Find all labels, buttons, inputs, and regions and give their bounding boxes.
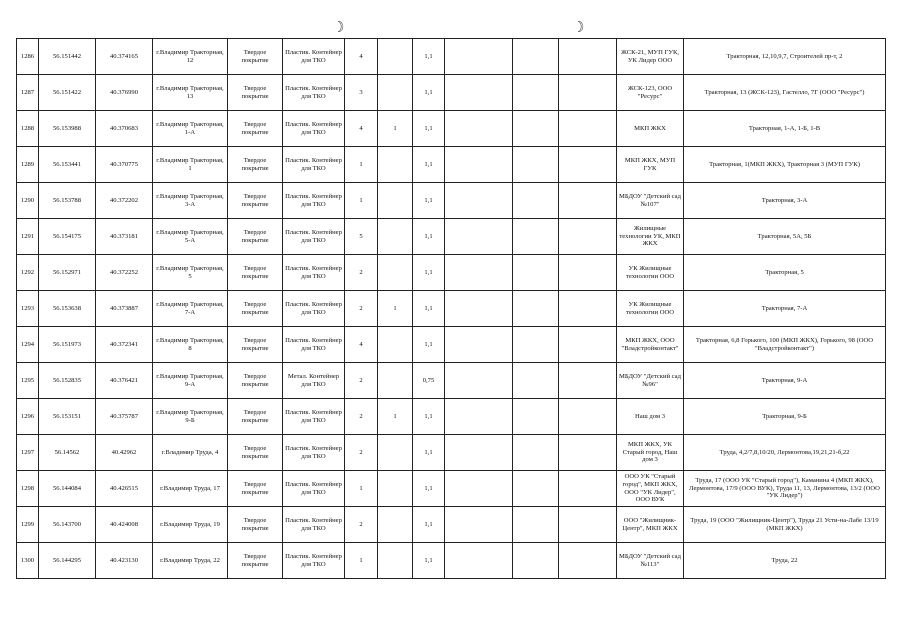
empty-cell-cell [559,435,617,471]
container-count-cell: 2 [345,255,378,291]
container-volume-cell: 1,1 [413,39,445,75]
empty-cell-cell [445,399,513,435]
surface-type-cell: Твердое покрытие [228,507,283,543]
surface-type-cell: Твердое покрытие [228,111,283,147]
container-volume-cell: 1,1 [413,255,445,291]
site-owner-cell: ООО УК "Старый город", МКП ЖКХ, ООО "УК Лидер", ООО ВУК [617,471,684,507]
container-count-cell: 2 [345,363,378,399]
table-row [17,219,886,255]
waste-sources-cell: Тракторная, 6,8 Горького, 100 (МКП ЖКХ), Горького, 98 (ООО "Владстройконтакт") [684,327,886,363]
empty-cell-cell [445,327,513,363]
row-number-cell: 1297 [17,435,39,471]
container-count-cell: 1 [345,147,378,183]
container-count-cell: 4 [345,327,378,363]
row-number-cell: 1292 [17,255,39,291]
container-count-extra-cell [378,39,413,75]
longitude-cell: 40.426515 [96,471,153,507]
surface-type-cell: Твердое покрытие [228,471,283,507]
waste-sources-cell: Труда, 22 [684,543,886,579]
empty-cell-cell [513,543,559,579]
waste-sources-cell: Тракторная, 5 [684,255,886,291]
table-row [17,291,886,327]
waste-sources-cell: Труда, 19 (ООО "Жилищник-Центр"), Труда 21 Усти-на-Лабе 13/19 (МКП ЖКХ) [684,507,886,543]
empty-cell-cell [445,183,513,219]
address-cell: г.Владимир Тракторная, 3-А [153,183,228,219]
address-cell: г.Владимир Тракторная, 5 [153,255,228,291]
surface-type-cell: Твердое покрытие [228,543,283,579]
waste-site-registry-table [16,38,886,579]
surface-type-cell: Твердое покрытие [228,327,283,363]
container-type-cell: Пластик. Контейнер для ТКО [283,147,345,183]
empty-cell-cell [559,291,617,327]
table-row [17,399,886,435]
latitude-cell: 56.14562 [39,435,96,471]
surface-type-cell: Твердое покрытие [228,255,283,291]
longitude-cell: 40.370775 [96,147,153,183]
waste-sources-cell: Тракторная, 12,10,9,7, Строителей пр-т, 2 [684,39,886,75]
row-number-cell: 1288 [17,111,39,147]
table-row [17,507,886,543]
empty-cell-cell [559,507,617,543]
address-cell: г.Владимир Тракторная, 12 [153,39,228,75]
address-cell: г.Владимир Труда, 22 [153,543,228,579]
empty-cell-cell [513,399,559,435]
table-row [17,255,886,291]
empty-cell-cell [559,147,617,183]
container-type-cell: Пластик. Контейнер для ТКО [283,399,345,435]
empty-cell-cell [559,183,617,219]
surface-type-cell: Твердое покрытие [228,219,283,255]
site-owner-cell: Жилищные технологии УК, МКП ЖКХ [617,219,684,255]
longitude-cell: 40.372252 [96,255,153,291]
empty-cell-cell [445,543,513,579]
container-count-extra-cell [378,507,413,543]
latitude-cell: 56.153151 [39,399,96,435]
table-row [17,327,886,363]
table-row [17,183,886,219]
row-number-cell: 1299 [17,507,39,543]
container-count-extra-cell: 1 [378,111,413,147]
container-volume-cell: 1,1 [413,75,445,111]
site-owner-cell: ЖСК-21, МУП ГУК, УК Лидер ООО [617,39,684,75]
address-cell: г.Владимир Тракторная, 9-А [153,363,228,399]
empty-cell-cell [513,471,559,507]
longitude-cell: 40.373181 [96,219,153,255]
empty-cell-cell [513,435,559,471]
surface-type-cell: Твердое покрытие [228,147,283,183]
site-owner-cell: МКП ЖКХ, ООО "Владстройконтакт" [617,327,684,363]
empty-cell-cell [445,435,513,471]
container-volume-cell: 1,1 [413,291,445,327]
site-owner-cell: ООО "Жилищник-Центр", МКП ЖКХ [617,507,684,543]
container-count-cell: 1 [345,183,378,219]
container-volume-cell: 1,1 [413,399,445,435]
address-cell: г.Владимир Тракторная, 1 [153,147,228,183]
empty-cell-cell [513,327,559,363]
container-count-cell: 4 [345,111,378,147]
longitude-cell: 40.42962 [96,435,153,471]
longitude-cell: 40.376421 [96,363,153,399]
address-cell: г.Владимир Труда, 4 [153,435,228,471]
address-cell: г.Владимир Тракторная, 1-А [153,111,228,147]
container-volume-cell: 1,1 [413,111,445,147]
empty-cell-cell [559,543,617,579]
container-volume-cell: 1,1 [413,435,445,471]
container-count-extra-cell [378,219,413,255]
waste-sources-cell: Тракторная, 7-А [684,291,886,327]
row-number-cell: 1287 [17,75,39,111]
site-owner-cell: Наш дом 3 [617,399,684,435]
container-count-extra-cell [378,183,413,219]
empty-cell-cell [559,327,617,363]
container-type-cell: Пластик. Контейнер для ТКО [283,435,345,471]
container-count-extra-cell [378,363,413,399]
row-number-cell: 1296 [17,399,39,435]
longitude-cell: 40.370683 [96,111,153,147]
empty-cell-cell [513,363,559,399]
empty-cell-cell [445,39,513,75]
container-type-cell: Пластик. Контейнер для ТКО [283,255,345,291]
container-type-cell: Пластик. Контейнер для ТКО [283,327,345,363]
table-row [17,111,886,147]
row-number-cell: 1300 [17,543,39,579]
surface-type-cell: Твердое покрытие [228,75,283,111]
surface-type-cell: Твердое покрытие [228,363,283,399]
container-volume-cell: 1,1 [413,219,445,255]
container-count-extra-cell [378,471,413,507]
longitude-cell: 40.374165 [96,39,153,75]
longitude-cell: 40.376990 [96,75,153,111]
address-cell: г.Владимир Тракторная, 5-А [153,219,228,255]
container-count-cell: 5 [345,219,378,255]
latitude-cell: 56.153788 [39,183,96,219]
container-volume-cell: 1,1 [413,507,445,543]
row-number-cell: 1293 [17,291,39,327]
latitude-cell: 56.151442 [39,39,96,75]
waste-sources-cell: Тракторная, 1(МКП ЖКХ), Тракторная 3 (МУП ГУК) [684,147,886,183]
address-cell: г.Владимир Тракторная, 9-Б [153,399,228,435]
longitude-cell: 40.372202 [96,183,153,219]
empty-cell-cell [513,111,559,147]
surface-type-cell: Твердое покрытие [228,183,283,219]
container-volume-cell: 1,1 [413,183,445,219]
container-type-cell: Пластик. Контейнер для ТКО [283,471,345,507]
latitude-cell: 56.153988 [39,111,96,147]
container-count-cell: 1 [345,471,378,507]
site-owner-cell: МБДОУ "Детский сад №113" [617,543,684,579]
container-volume-cell: 1,1 [413,147,445,183]
container-count-extra-cell [378,255,413,291]
site-owner-cell: УК Жилищные технологии ООО [617,291,684,327]
container-count-cell: 3 [345,75,378,111]
container-type-cell: Пластик. Контейнер для ТКО [283,507,345,543]
latitude-cell: 56.144295 [39,543,96,579]
container-volume-cell: 1,1 [413,471,445,507]
longitude-cell: 40.375787 [96,399,153,435]
table-row [17,75,886,111]
row-number-cell: 1291 [17,219,39,255]
container-type-cell: Метал. Контейнер для ТКО [283,363,345,399]
empty-cell-cell [445,291,513,327]
container-count-extra-cell [378,147,413,183]
latitude-cell: 56.144084 [39,471,96,507]
address-cell: г.Владимир Труда, 19 [153,507,228,543]
table-row [17,543,886,579]
address-cell: г.Владимир Тракторная, 7-А [153,291,228,327]
surface-type-cell: Твердое покрытие [228,39,283,75]
container-count-cell: 1 [345,543,378,579]
empty-cell-cell [513,39,559,75]
surface-type-cell: Твердое покрытие [228,399,283,435]
container-volume-cell: 0,75 [413,363,445,399]
row-number-cell: 1290 [17,183,39,219]
site-owner-cell: МБДОУ "Детский сад №96" [617,363,684,399]
container-count-cell: 2 [345,399,378,435]
empty-cell-cell [445,111,513,147]
waste-sources-cell: Труда, 17 (ООО УК "Старый город"), Каманина 4 (МКП ЖКХ), Лермонтова, 17/9 (ООО ВУК), Труда 11, 13, Лермонтова, 13/2 (ООО "УК Лидер") [684,471,886,507]
waste-sources-cell: Тракторная, 13 (ЖСК-123), Гастелло, 7Г (ООО "Ресурс") [684,75,886,111]
site-owner-cell: ЖСК-123, ООО "Ресурс" [617,75,684,111]
empty-cell-cell [445,147,513,183]
waste-sources-cell: Тракторная, 9-А [684,363,886,399]
container-count-cell: 4 [345,39,378,75]
table-row [17,147,886,183]
empty-cell-cell [559,471,617,507]
longitude-cell: 40.423130 [96,543,153,579]
latitude-cell: 56.151973 [39,327,96,363]
latitude-cell: 56.151422 [39,75,96,111]
empty-cell-cell [513,75,559,111]
longitude-cell: 40.424008 [96,507,153,543]
container-count-extra-cell [378,327,413,363]
container-count-cell: 2 [345,291,378,327]
empty-cell-cell [559,399,617,435]
binding-hole-mark: ☽ [333,18,345,36]
latitude-cell: 56.154175 [39,219,96,255]
longitude-cell: 40.372341 [96,327,153,363]
site-owner-cell: МКП ЖКХ [617,111,684,147]
container-volume-cell: 1,1 [413,327,445,363]
empty-cell-cell [513,255,559,291]
latitude-cell: 56.152971 [39,255,96,291]
waste-sources-cell: Труда, 4,2/7,8,10/20, Лермонтова,19,21,21-б,22 [684,435,886,471]
table-row [17,435,886,471]
site-owner-cell: МКП ЖКХ, МУП ГУК [617,147,684,183]
waste-sources-cell: Тракторная, 5А, 5Б [684,219,886,255]
address-cell: г.Владимир Тракторная, 8 [153,327,228,363]
row-number-cell: 1298 [17,471,39,507]
site-owner-cell: МКП ЖКХ, УК Старый город, Наш дом 3 [617,435,684,471]
empty-cell-cell [445,363,513,399]
site-owner-cell: УК Жилищные технологии ООО [617,255,684,291]
waste-sources-cell: Тракторная, 1-А, 1-Б, 1-В [684,111,886,147]
empty-cell-cell [445,507,513,543]
longitude-cell: 40.373887 [96,291,153,327]
container-type-cell: Пластик. Контейнер для ТКО [283,39,345,75]
address-cell: г.Владимир Тракторная, 13 [153,75,228,111]
empty-cell-cell [513,507,559,543]
table-row [17,363,886,399]
empty-cell-cell [559,219,617,255]
latitude-cell: 56.153441 [39,147,96,183]
row-number-cell: 1294 [17,327,39,363]
site-owner-cell: МБДОУ "Детский сад №107" [617,183,684,219]
container-type-cell: Пластик. Контейнер для ТКО [283,291,345,327]
table-row [17,39,886,75]
container-count-extra-cell: 1 [378,399,413,435]
empty-cell-cell [445,471,513,507]
empty-cell-cell [445,255,513,291]
container-count-cell: 2 [345,435,378,471]
binding-hole-mark: ☽ [573,18,585,36]
latitude-cell: 56.153638 [39,291,96,327]
container-type-cell: Пластик. Контейнер для ТКО [283,75,345,111]
empty-cell-cell [559,255,617,291]
container-count-extra-cell: 1 [378,291,413,327]
container-count-extra-cell [378,543,413,579]
registry-rows [17,39,886,579]
container-type-cell: Пластик. Контейнер для ТКО [283,219,345,255]
empty-cell-cell [559,75,617,111]
empty-cell-cell [559,39,617,75]
empty-cell-cell [513,291,559,327]
container-volume-cell: 1,1 [413,543,445,579]
container-type-cell: Пластик. Контейнер для ТКО [283,543,345,579]
empty-cell-cell [445,219,513,255]
empty-cell-cell [559,363,617,399]
row-number-cell: 1295 [17,363,39,399]
container-type-cell: Пластик. Контейнер для ТКО [283,183,345,219]
empty-cell-cell [513,183,559,219]
address-cell: г.Владимир Труда, 17 [153,471,228,507]
surface-type-cell: Твердое покрытие [228,435,283,471]
empty-cell-cell [559,111,617,147]
empty-cell-cell [513,219,559,255]
empty-cell-cell [513,147,559,183]
empty-cell-cell [445,75,513,111]
row-number-cell: 1286 [17,39,39,75]
table-row [17,471,886,507]
row-number-cell: 1289 [17,147,39,183]
waste-sources-cell: Тракторная, 3-А [684,183,886,219]
container-count-cell: 2 [345,507,378,543]
container-type-cell: Пластик. Контейнер для ТКО [283,111,345,147]
latitude-cell: 56.152835 [39,363,96,399]
container-count-extra-cell [378,75,413,111]
waste-sources-cell: Тракторная, 9-Б [684,399,886,435]
container-count-extra-cell [378,435,413,471]
latitude-cell: 56.143700 [39,507,96,543]
surface-type-cell: Твердое покрытие [228,291,283,327]
